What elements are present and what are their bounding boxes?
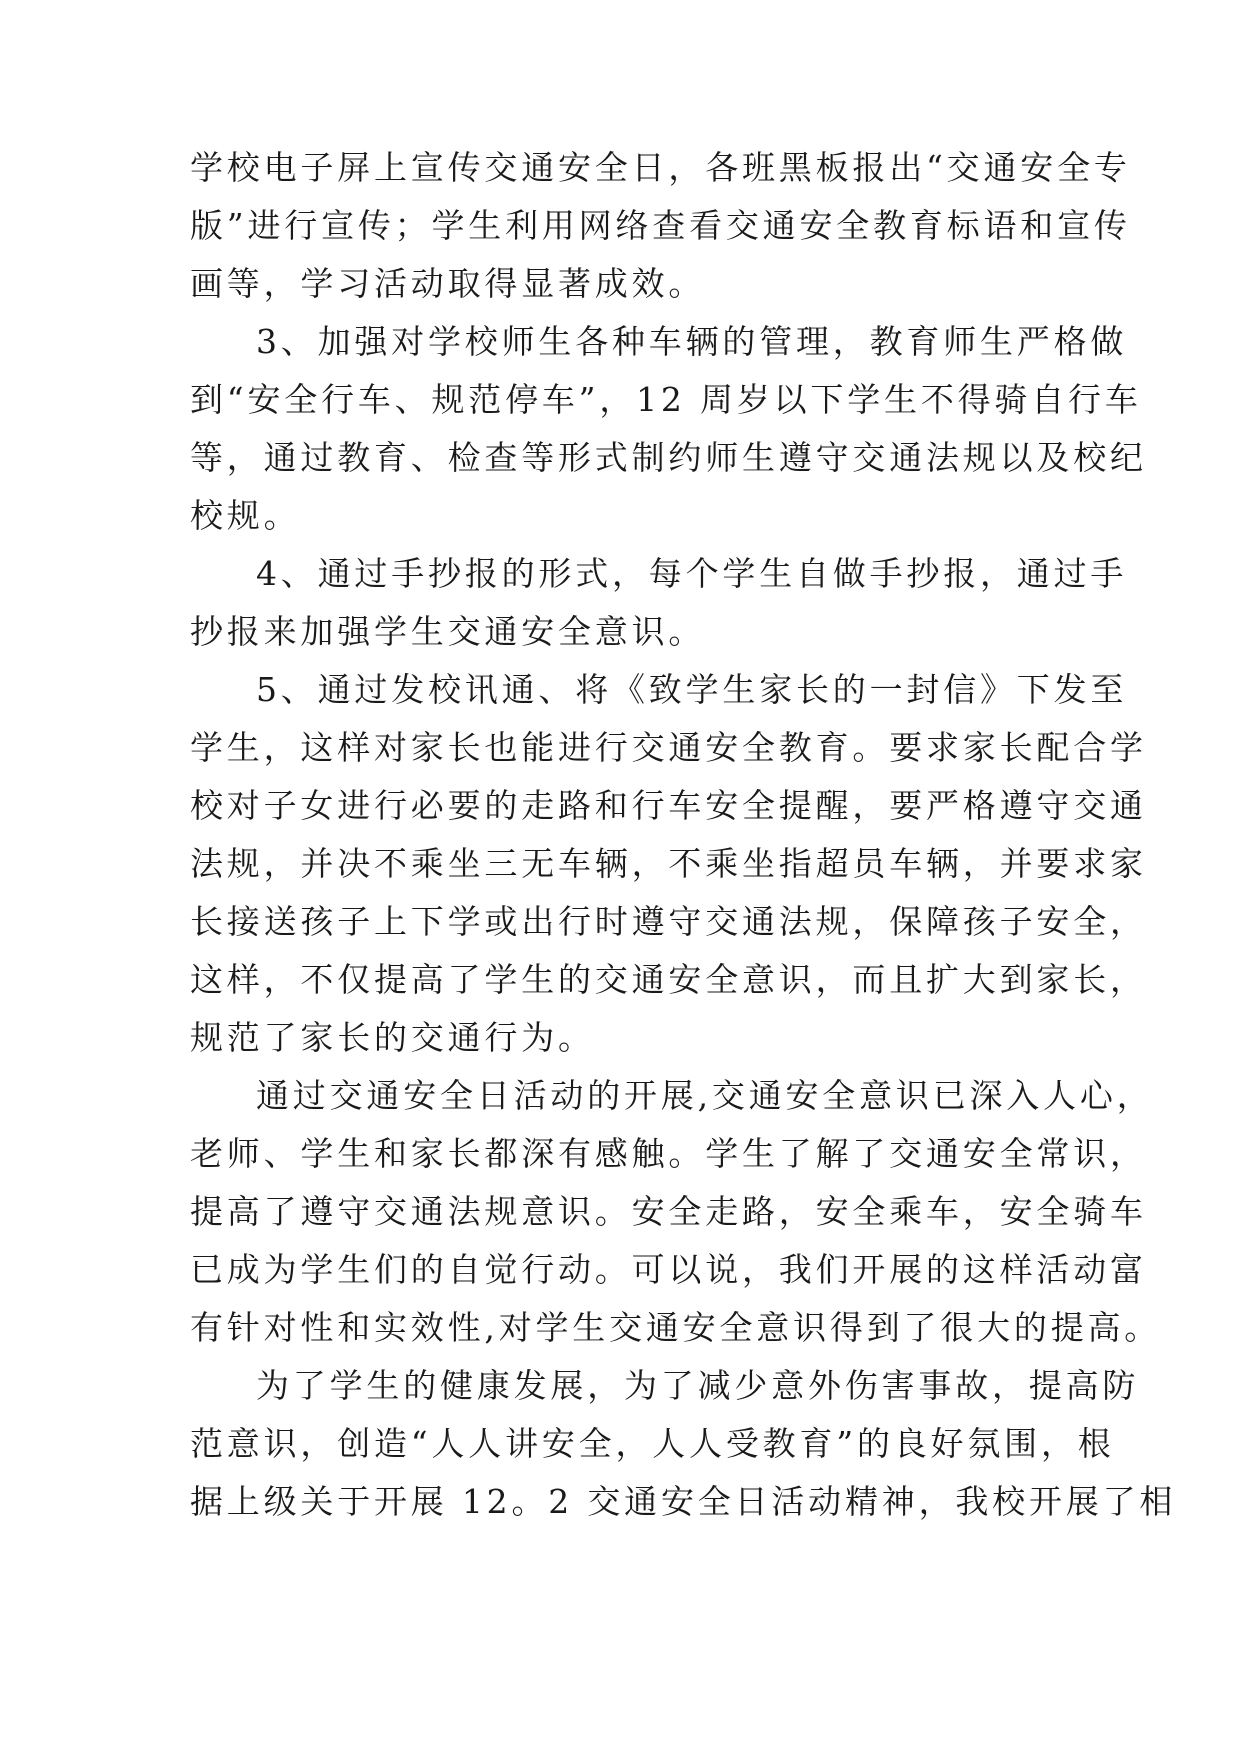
text-line: 范意识，创造“人人讲安全，人人受教育”的良好氛围，根 — [190, 1424, 1115, 1463]
text-line: 等，通过教育、检查等形式制约师生遵守交通法规以及校纪 — [190, 438, 1147, 477]
text-line: 已成为学生们的自觉行动。可以说，我们开展的这样活动富 — [190, 1250, 1147, 1289]
paragraph-closing — [190, 1357, 1177, 1531]
paragraph-item-4 — [190, 545, 1128, 661]
paragraph-item-5 — [190, 661, 1147, 1067]
text-line: 校对子女进行必要的走路和行车安全提醒，要严格遵守交通 — [190, 786, 1147, 825]
text-line: 老师、学生和家长都深有感触。学生了解了交通安全常识， — [190, 1134, 1147, 1173]
text-line: 通过交通安全日活动的开展,交通安全意识已深入人心， — [256, 1076, 1154, 1115]
text-line: 为了学生的健康发展，为了减少意外伤害事故，提高防 — [256, 1366, 1140, 1405]
text-line: 版”进行宣传；学生利用网络查看交通安全教育标语和宣传 — [190, 206, 1131, 245]
text-line: 校规。 — [190, 496, 301, 535]
text-line: 规范了家长的交通行为。 — [190, 1018, 595, 1057]
text-line: 学校电子屏上宣传交通安全日，各班黑板报出“交通安全专 — [190, 148, 1131, 187]
text-line: 法规，并决不乘坐三无车辆，不乘坐指超员车辆，并要求家 — [190, 844, 1147, 883]
text-line: 长接送孩子上下学或出行时遵守交通法规，保障孩子安全， — [190, 902, 1147, 941]
text-line: 据上级关于开展 12。2 交通安全日活动精神，我校开展了相 — [190, 1482, 1177, 1521]
paragraph-continuation — [190, 139, 1131, 313]
text-line: 抄报来加强学生交通安全意识。 — [190, 612, 706, 651]
document-body — [190, 139, 1177, 1531]
paragraph-item-3 — [190, 313, 1147, 545]
text-line: 学生，这样对家长也能进行交通安全教育。要求家长配合学 — [190, 728, 1147, 767]
text-line: 5、通过发校讯通、将《致学生家长的一封信》下发至 — [256, 670, 1128, 709]
text-line: 提高了遵守交通法规意识。安全走路，安全乘车，安全骑车 — [190, 1192, 1147, 1231]
text-line: 3、加强对学校师生各种车辆的管理，教育师生严格做 — [256, 322, 1128, 361]
text-line: 画等，学习活动取得显著成效。 — [190, 264, 706, 303]
text-line: 到“安全行车、规范停车”，12 周岁以下学生不得骑自行车 — [190, 380, 1142, 419]
text-line: 这样，不仅提高了学生的交通安全意识，而且扩大到家长， — [190, 960, 1147, 999]
text-line: 有针对性和实效性,对学生交通安全意识得到了很大的提高。 — [190, 1308, 1162, 1347]
paragraph-summary — [190, 1067, 1162, 1357]
text-line: 4、通过手抄报的形式，每个学生自做手抄报，通过手 — [256, 554, 1128, 593]
